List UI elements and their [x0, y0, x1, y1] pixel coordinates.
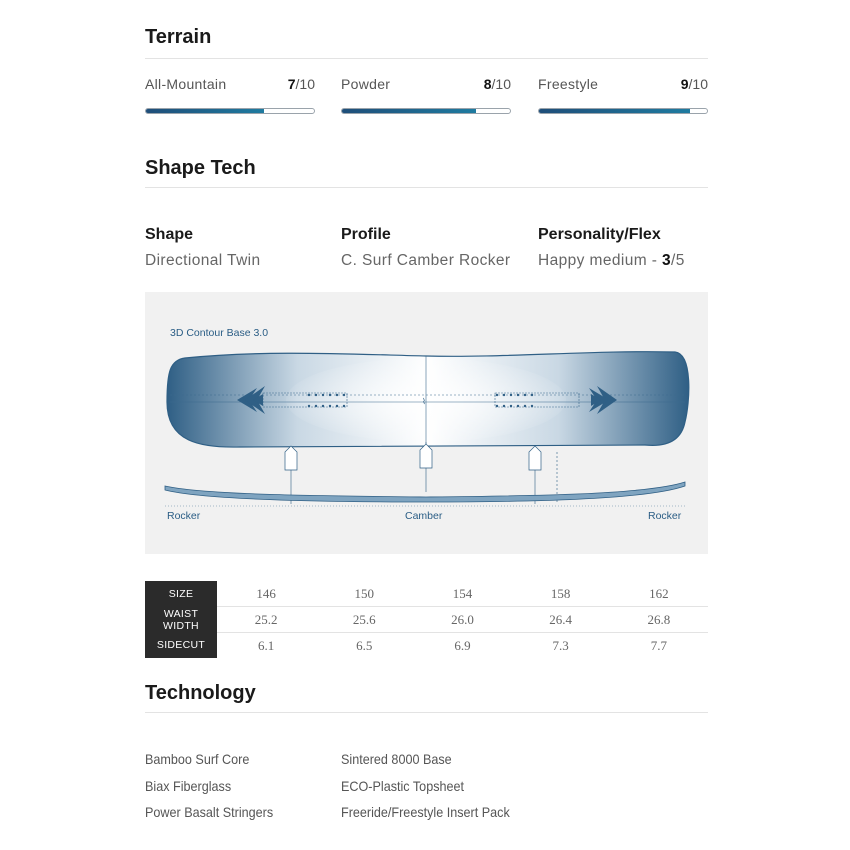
terrain-label: All-Mountain [145, 76, 227, 92]
table-cell: 26.8 [610, 607, 708, 633]
center-logo-icon: ⌇ [422, 397, 426, 406]
size-chart-table [145, 581, 708, 658]
table-cell: 150 [315, 581, 413, 607]
tech-item: Sintered 8000 Base [341, 751, 452, 767]
table-cell: 7.3 [552, 637, 569, 653]
technology-column-1 [145, 750, 287, 830]
personality-heading: Personality/Flex [538, 226, 661, 243]
table-cell: 25.2 [217, 607, 315, 633]
tech-item: ECO-Plastic Topsheet [341, 777, 465, 794]
personality-value: Happy medium - 3/5 [538, 252, 685, 269]
board-diagram [145, 292, 708, 554]
table-cell: 162 [610, 581, 708, 607]
table-cell: 6.5 [356, 637, 373, 653]
technology-column-2 [341, 750, 529, 830]
terrain-title: Terrain [145, 26, 212, 48]
technology-divider [145, 712, 708, 713]
terrain-powder [341, 76, 511, 94]
profile-value: C. Surf Camber Rocker [341, 252, 511, 269]
table-row [145, 633, 708, 659]
table-cell: 6.1 [257, 637, 275, 653]
shape-value: Directional Twin [145, 252, 261, 269]
terrain-freestyle [538, 76, 708, 94]
stance-marker-center [420, 442, 432, 492]
terrain-rating-bar [538, 108, 708, 114]
terrain-rating-fill [146, 109, 264, 113]
tech-item: Bamboo Surf Core [145, 751, 250, 767]
terrain-label: Powder [341, 76, 391, 92]
terrain-rating-fill [539, 109, 690, 113]
row-header-size: SIZE [145, 581, 217, 607]
technology-title: Technology [145, 682, 256, 704]
table-cell: 154 [413, 581, 511, 607]
tech-item: Biax Fiberglass [145, 777, 232, 794]
profile-label-camber: Camber [405, 510, 443, 522]
terrain-score: 7/10 [287, 76, 315, 92]
terrain-divider [145, 58, 708, 59]
table-row [145, 581, 708, 607]
profile-label-rocker-left: Rocker [167, 510, 201, 522]
terrain-score: 8/10 [483, 76, 511, 92]
table-cell: 26.4 [512, 607, 610, 633]
table-cell: 158 [512, 581, 610, 607]
table-cell: 7.7 [650, 637, 667, 653]
board-profile [165, 482, 685, 502]
base-label: 3D Contour Base 3.0 [170, 327, 269, 339]
tech-item: Power Basalt Stringers [145, 804, 274, 820]
shape-tech-title: Shape Tech [145, 157, 256, 179]
table-cell: 146 [217, 581, 315, 607]
row-header-sidecut: SIDECUT [145, 633, 217, 659]
profile-column [341, 226, 510, 270]
terrain-all-mountain [145, 76, 315, 94]
terrain-rating-bar [341, 108, 511, 114]
tech-item: Freeride/Freestyle Insert Pack [341, 804, 510, 820]
terrain-rating-fill [342, 109, 476, 113]
profile-heading: Profile [341, 226, 391, 243]
terrain-rating-bar [145, 108, 315, 114]
table-cell: 6.9 [454, 637, 471, 653]
terrain-label: Freestyle [538, 76, 599, 92]
profile-label-rocker-right: Rocker [648, 510, 682, 522]
row-header-waist-width: WAIST WIDTH [145, 607, 217, 633]
shape-tech-divider [145, 187, 708, 188]
shape-column [145, 226, 261, 270]
board-diagram-svg [145, 292, 708, 554]
table-cell: 25.6 [315, 607, 413, 633]
table-row [145, 607, 708, 633]
shape-heading: Shape [145, 226, 194, 243]
personality-column [538, 226, 685, 270]
table-cell: 26.0 [413, 607, 511, 633]
terrain-score: 9/10 [680, 76, 708, 92]
